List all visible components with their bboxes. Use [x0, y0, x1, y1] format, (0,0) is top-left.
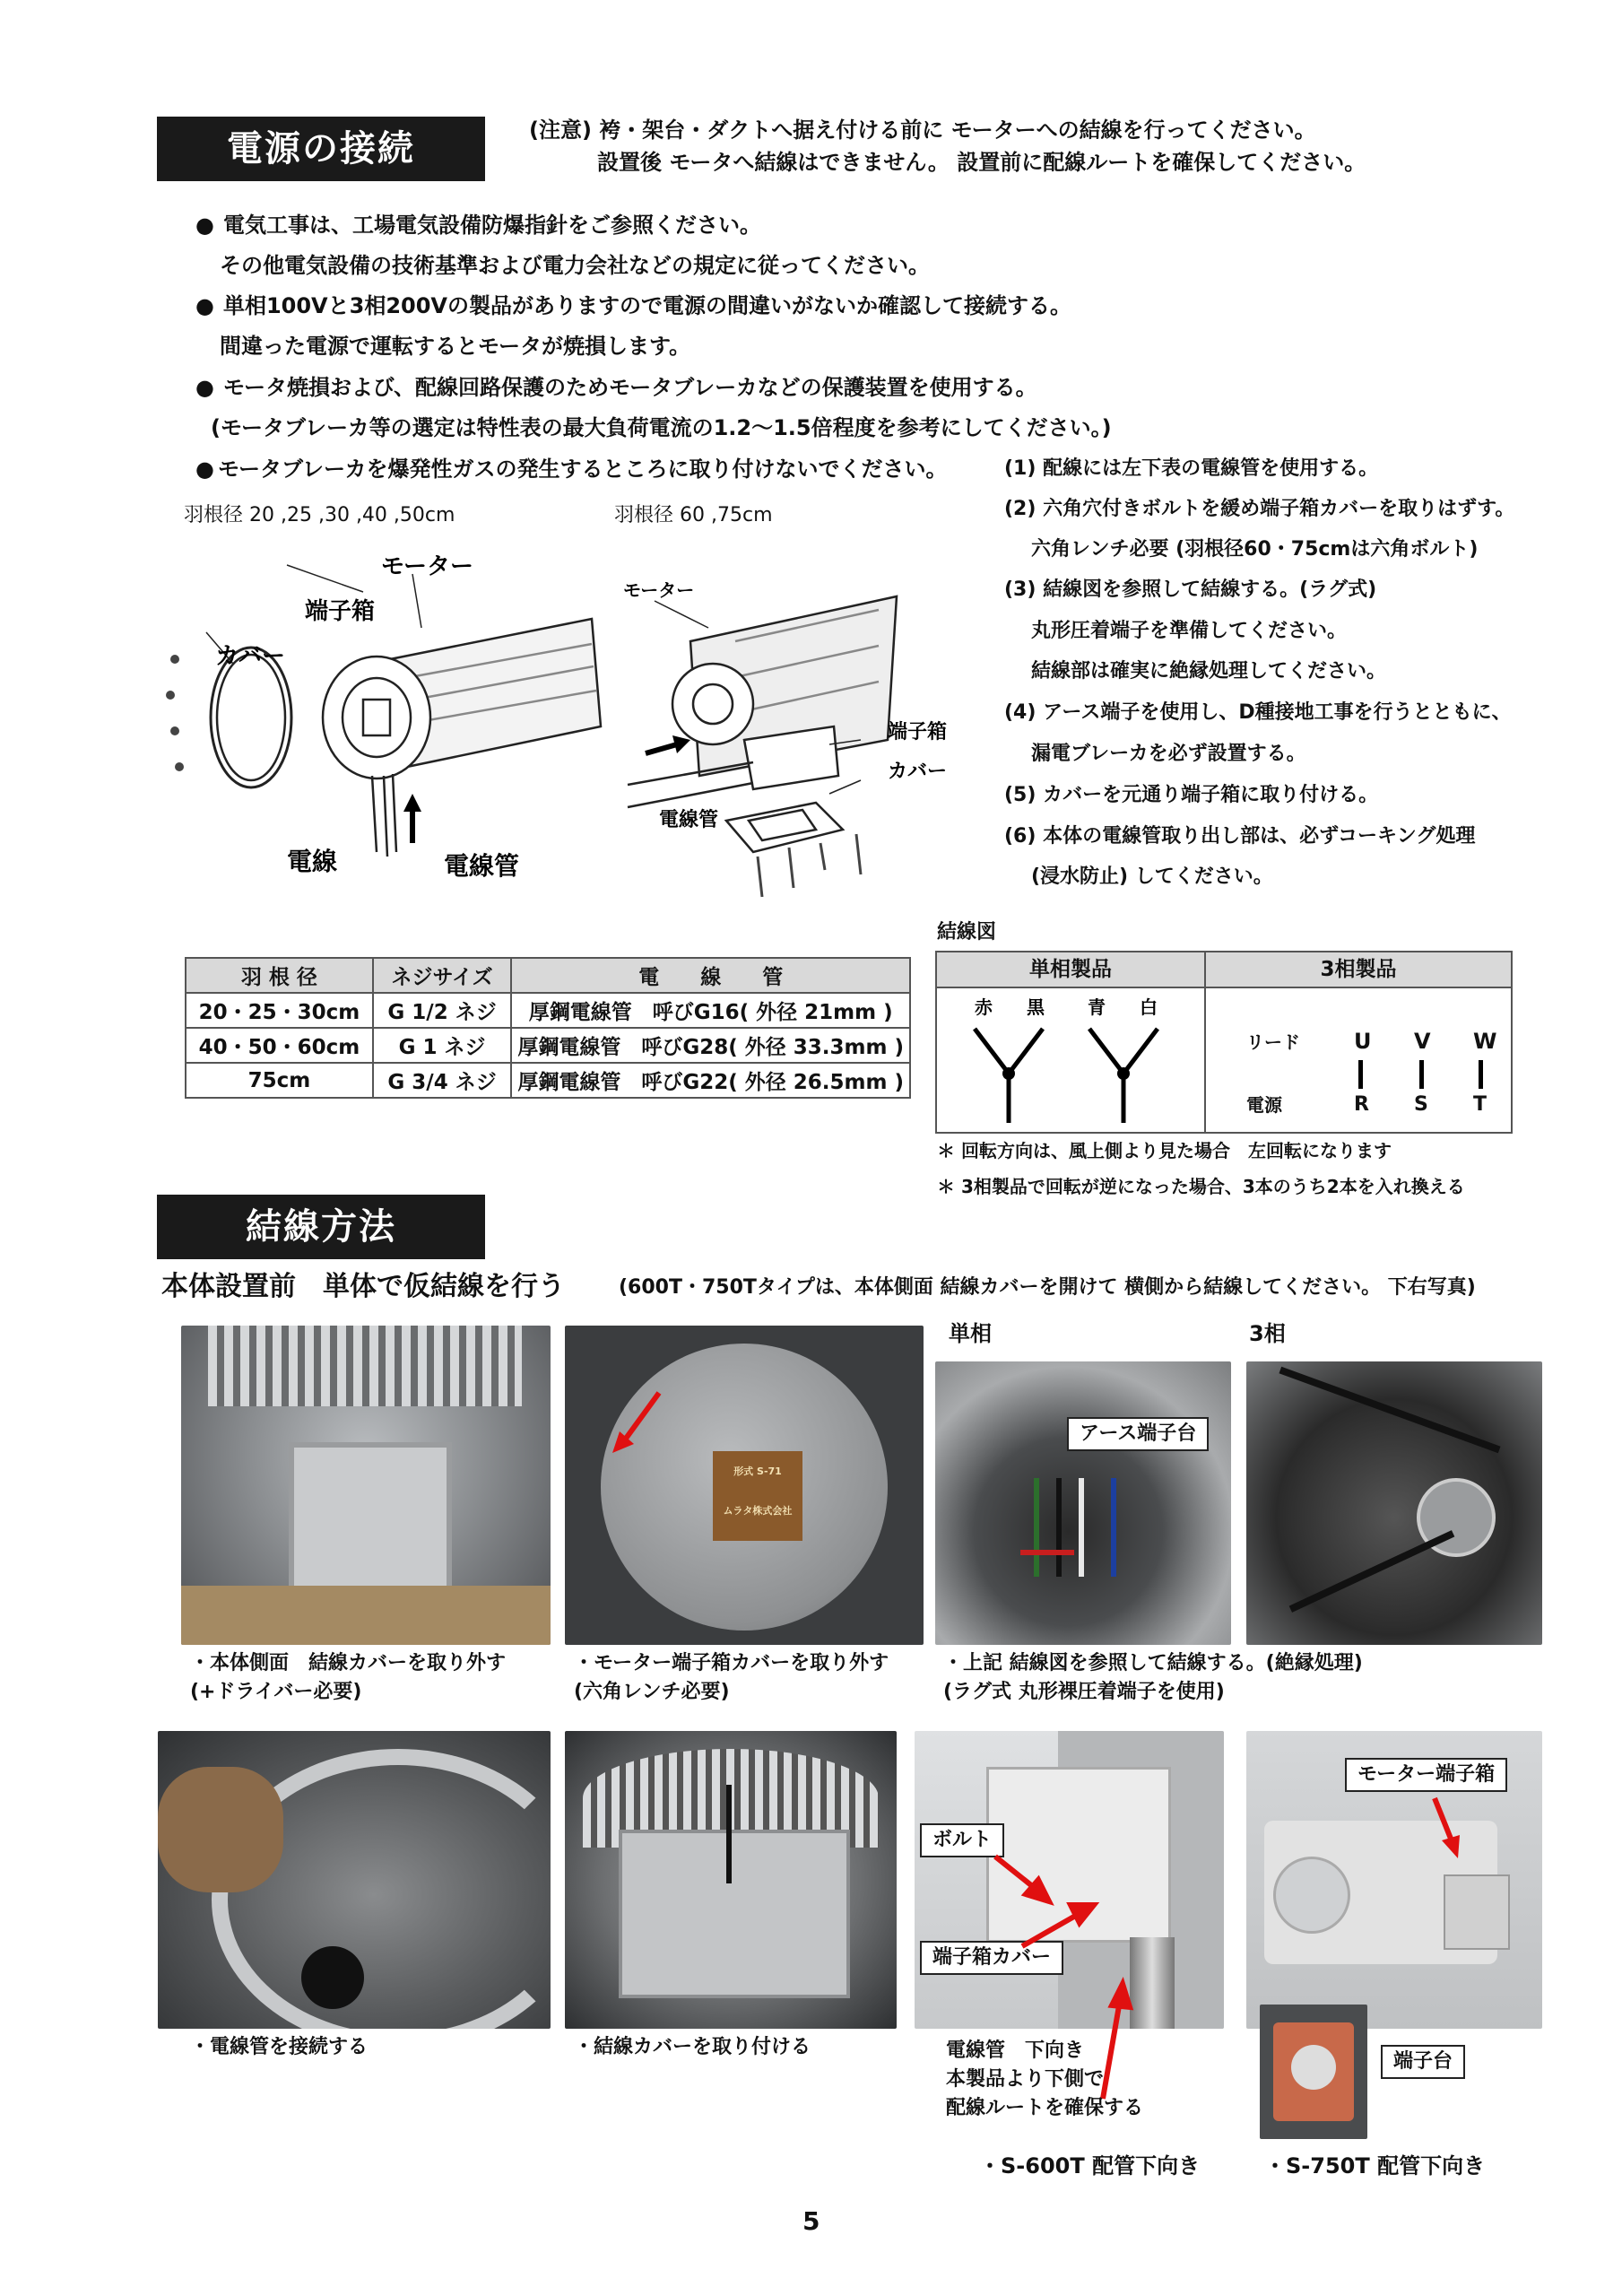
label-wire: 電線 [287, 847, 338, 876]
caption: ・本体側面 結線カバーを取り外す [190, 1652, 507, 1674]
lead-v: V [1414, 1029, 1431, 1054]
caption: ・電線管を接続する [190, 2036, 369, 2058]
table-row [186, 1063, 910, 1098]
lead-w: W [1473, 1029, 1497, 1054]
step-line: 結線部は確実に絶縁処理してください。 [1031, 660, 1387, 683]
step-line: 丸形圧着端子を準備してください。 [1031, 620, 1348, 642]
caption: ・モーター端子箱カバーを取り外す [574, 1652, 889, 1674]
table-cell: 75cm [186, 1063, 373, 1098]
bullet-item-text: モータブレーカを爆発性ガスの発生するところに取り付けないでください。 [217, 457, 948, 482]
caption-model: ・S-750T 配管下向き [1264, 2153, 1486, 2179]
plate-text: ムラタ株式会社 [723, 1505, 793, 1517]
step-line: (3) 結線図を参照して結線する。(ラグ式) [1004, 578, 1377, 601]
bullet-item: ● モータブレーカを爆発性ガスの発生するところに取り付けないでください。 [195, 457, 948, 482]
table-row [186, 1028, 910, 1063]
label-conduit: 電線管 [444, 851, 520, 881]
label-cover: カバー [888, 761, 948, 783]
wire-color-black: 黒 [1027, 996, 1045, 1018]
caption: (ラグ式 丸形裸圧着端子を使用) [943, 1681, 1225, 1703]
diagram-right-caption: 羽根径 60 ,75cm [614, 504, 773, 526]
caption: 配線ルートを確保する [946, 2097, 1144, 2119]
step-line: (4) アース端子を使用し、D種接地工事を行うとともに、 [1004, 701, 1512, 724]
diagram-left-caption: 羽根径 20 ,25 ,30 ,40 ,50cm [184, 504, 455, 526]
photo-label-motor-terminal: モーター端子箱 [1345, 1758, 1507, 1792]
label-motor: モーター [623, 579, 695, 601]
table-cell: 厚鋼電線管 呼びG16( 外径 21mm ) [511, 993, 910, 1028]
caption: 本製品より下側で [946, 2068, 1105, 2091]
wiring-note: ＊ 回転方向は、風上側より見た場合 左回転になります [937, 1140, 1392, 1161]
table-cell: 厚鋼電線管 呼びG22( 外径 26.5mm ) [511, 1063, 910, 1098]
photo-side-cover-removed [181, 1326, 551, 1645]
table-cell: G 1 ネジ [373, 1028, 512, 1063]
section-subtitle: 本体設置前 単体で仮結線を行う [161, 1271, 565, 1302]
wiring-diagram-title: 結線図 [937, 921, 997, 944]
bullet-item-cont: 間違った電源で運転するとモータが焼損します。 [220, 334, 691, 359]
section-subtitle-note: (600T・750Tタイプは、本体側面 結線カバーを開けて 横側から結線してください。 下右写真) [619, 1276, 1476, 1299]
page-number: 5 [802, 2206, 820, 2236]
wire-color-blue: 青 [1088, 996, 1106, 1018]
photo-label-terminal-block: 端子台 [1381, 2045, 1465, 2079]
table-header: 電 線 管 [511, 958, 910, 993]
bullet-item-cont: その他電気設備の技術基準および電力会社などの規定に従ってください。 [220, 253, 930, 278]
red-arrow-icon [1426, 1794, 1479, 1866]
power-s: S [1414, 1093, 1428, 1116]
power-label: 電源 [1246, 1094, 1282, 1116]
section-title-wiring: 結線方法 [157, 1195, 485, 1259]
table-row [186, 993, 910, 1028]
table-header-row [186, 958, 910, 993]
table-header: ネジサイズ [373, 958, 512, 993]
section-title-power: 電源の接続 [157, 117, 485, 181]
wire-color-red: 赤 [975, 996, 993, 1018]
conduit-spec-table [185, 957, 911, 1099]
plate-text: 形式 S-71 [733, 1465, 782, 1477]
photo-connect-conduit [158, 1731, 551, 2029]
bullet-item: ● モータ焼損および、配線回路保護のためモータブレーカなどの保護装置を使用する。 [195, 374, 1037, 401]
label-cover: カバー [215, 643, 286, 670]
photo-attach-cover [565, 1731, 897, 2029]
table-cell: G 3/4 ネジ [373, 1063, 512, 1098]
label-conduit: 電線管 [659, 809, 719, 831]
step-line: (1) 配線には左下表の電線管を使用する。 [1004, 457, 1379, 480]
wiring-single-header: 単相製品 [937, 952, 1206, 988]
step-line: 六角レンチ必要 (羽根径60・75cmは六角ボルト) [1031, 538, 1479, 561]
photo-label-earth-terminal: アース端子台 [1067, 1417, 1209, 1451]
caption-model: ・S-600T 配管下向き [979, 2153, 1201, 2179]
lead-u: U [1354, 1029, 1372, 1054]
caption: 電線管 下向き [946, 2039, 1085, 2062]
table-cell: 20・25・30cm [186, 993, 373, 1028]
single-phase-wiring [937, 988, 1204, 1132]
label-terminal: 端子箱 [305, 598, 376, 625]
wiring-diagram [935, 951, 1513, 1134]
bullet-item-cont: (モータブレーカ等の選定は特性表の最大負荷電流の1.2〜1.5倍程度を参考にしてください。) [211, 415, 1112, 440]
diagram-motor-small [152, 547, 619, 924]
photo-label-terminal-cover: 端子箱カバー [920, 1941, 1063, 1975]
step-line: (5) カバーを元通り端子箱に取り付ける。 [1004, 784, 1379, 806]
red-arrow-icon [605, 1388, 677, 1460]
photo-single-phase-wiring [935, 1361, 1231, 1645]
bullet-item: ● 電気工事は、工場電気設備防爆指針をご参照ください。 [195, 212, 761, 239]
wiring-note: ＊ 3相製品で回転が逆になった場合、3本のうち2本を入れ換える [937, 1176, 1465, 1197]
photo-three-phase-wiring [1246, 1361, 1542, 1645]
power-t: T [1473, 1093, 1488, 1116]
power-r: R [1354, 1093, 1369, 1116]
table-cell: 厚鋼電線管 呼びG28( 外径 33.3mm ) [511, 1028, 910, 1063]
label-motor: モーター [381, 553, 473, 580]
table-cell: 40・50・60cm [186, 1028, 373, 1063]
label-single-phase: 単相 [949, 1321, 992, 1346]
label-terminal: 端子箱 [888, 721, 948, 744]
caption: ・結線カバーを取り付ける [574, 2036, 811, 2058]
table-header: 羽 根 径 [186, 958, 373, 993]
caution-note-line1: (注意) 袴・架台・ダクトへ据え付ける前に モーターへの結線を行ってください。 [529, 117, 1316, 143]
photo-label-bolt: ボルト [920, 1823, 1004, 1857]
step-line: 漏電ブレーカを必ず設置する。 [1031, 743, 1306, 765]
diagram-motor-large [610, 561, 986, 937]
caption: (+ドライバー必要) [190, 1681, 362, 1703]
step-line: (6) 本体の電線管取り出し部は、必ずコーキング処理 [1004, 825, 1476, 848]
photo-terminal-box-cover [565, 1326, 924, 1645]
wire-color-white: 白 [1140, 996, 1158, 1018]
table-cell: G 1/2 ネジ [373, 993, 512, 1028]
label-three-phase: 3相 [1249, 1321, 1286, 1346]
step-line: (2) 六角穴付きボルトを緩め端子箱カバーを取りはずす。 [1004, 498, 1515, 520]
caution-note-line2: 設置後 モータへ結線はできません。 設置前に配線ルートを確保してください。 [597, 150, 1366, 175]
lead-label: リード [1246, 1031, 1300, 1053]
bullet-item: ● 単相100Vと3相200Vの製品がありますので電源の間違いがないか確認して接続する。 [195, 292, 1071, 319]
photo-terminal-block-inset [1260, 2005, 1367, 2139]
caption: ・上記 結線図を参照して結線する。(絶縁処理) [943, 1652, 1363, 1674]
step-line: (浸水防止) してください。 [1031, 865, 1273, 888]
wiring-three-header: 3相製品 [1206, 952, 1511, 988]
caption: (六角レンチ必要) [574, 1681, 730, 1703]
